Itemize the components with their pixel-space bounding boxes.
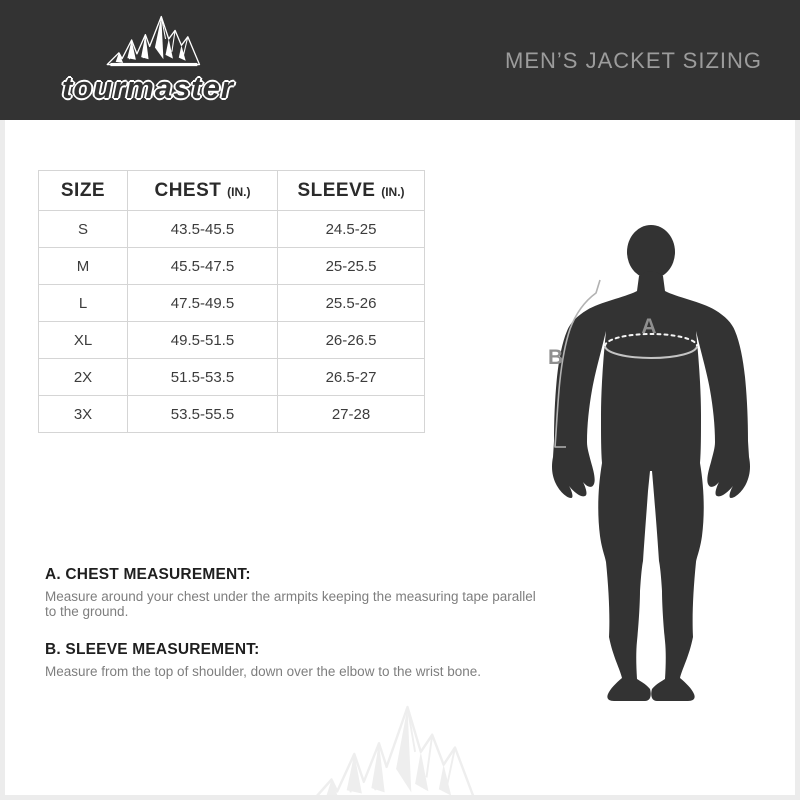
chest-cell: 45.5-47.5 (128, 248, 278, 285)
chest-cell: 47.5-49.5 (128, 285, 278, 322)
table-row (39, 211, 425, 248)
sleeve-cell: 25-25.5 (278, 248, 425, 285)
sizing-table (38, 170, 425, 433)
table-row (39, 359, 425, 396)
sleeve-measurement-heading: B. SLEEVE MEASUREMENT: (45, 641, 260, 658)
sleeve-cell: 25.5-26 (278, 285, 425, 322)
chest-cell: 43.5-45.5 (128, 211, 278, 248)
page-border-bottom (0, 795, 800, 800)
chest-cell: 53.5-55.5 (128, 396, 278, 433)
brand-logo (0, 0, 320, 120)
page-title: MEN’S JACKET SIZING (505, 48, 762, 73)
table-row (39, 285, 425, 322)
table-row (39, 322, 425, 359)
sleeve-cell: 27-28 (278, 396, 425, 433)
body-figure-diagram (540, 200, 800, 720)
col-header-size (39, 171, 128, 211)
sleeve-measurement-text: Measure from the top of shoulder, down over the elbow to the wrist bone. (45, 664, 481, 679)
col-unit: (IN.) (381, 184, 405, 199)
sleeve-cell: 26-26.5 (278, 322, 425, 359)
chest-measurement-text: Measure around your chest under the armpits keeping the measuring tape parallel to the ground. (45, 589, 536, 619)
col-label: SIZE (60, 179, 106, 201)
table-row (39, 396, 425, 433)
chest-cell: 49.5-51.5 (128, 322, 278, 359)
page-border-right (795, 120, 800, 800)
brand-wordmark: tourmaster (62, 70, 234, 105)
page-border-left (0, 120, 5, 800)
col-label: SLEEVE (297, 179, 376, 201)
sleeve-cell: 26.5-27 (278, 359, 425, 396)
size-cell: 2X (39, 359, 128, 396)
label-a: A (641, 315, 657, 338)
col-label: CHEST (154, 179, 222, 201)
col-header-sleeve (278, 171, 425, 211)
chest-cell: 51.5-53.5 (128, 359, 278, 396)
label-b: B (548, 346, 564, 369)
figure-head (627, 225, 675, 279)
mountain-logo-icon (103, 8, 209, 72)
size-cell: M (39, 248, 128, 285)
measurement-instructions (45, 566, 545, 701)
chest-measurement-heading: A. CHEST MEASUREMENT: (45, 566, 251, 583)
header (0, 0, 800, 120)
size-cell: S (39, 211, 128, 248)
mountain-watermark-icon (303, 690, 493, 800)
col-unit: (IN.) (227, 184, 251, 199)
col-header-chest (128, 171, 278, 211)
table-header-row (39, 171, 425, 211)
table-row (39, 248, 425, 285)
sleeve-cell: 24.5-25 (278, 211, 425, 248)
size-cell: 3X (39, 396, 128, 433)
size-cell: L (39, 285, 128, 322)
size-cell: XL (39, 322, 128, 359)
